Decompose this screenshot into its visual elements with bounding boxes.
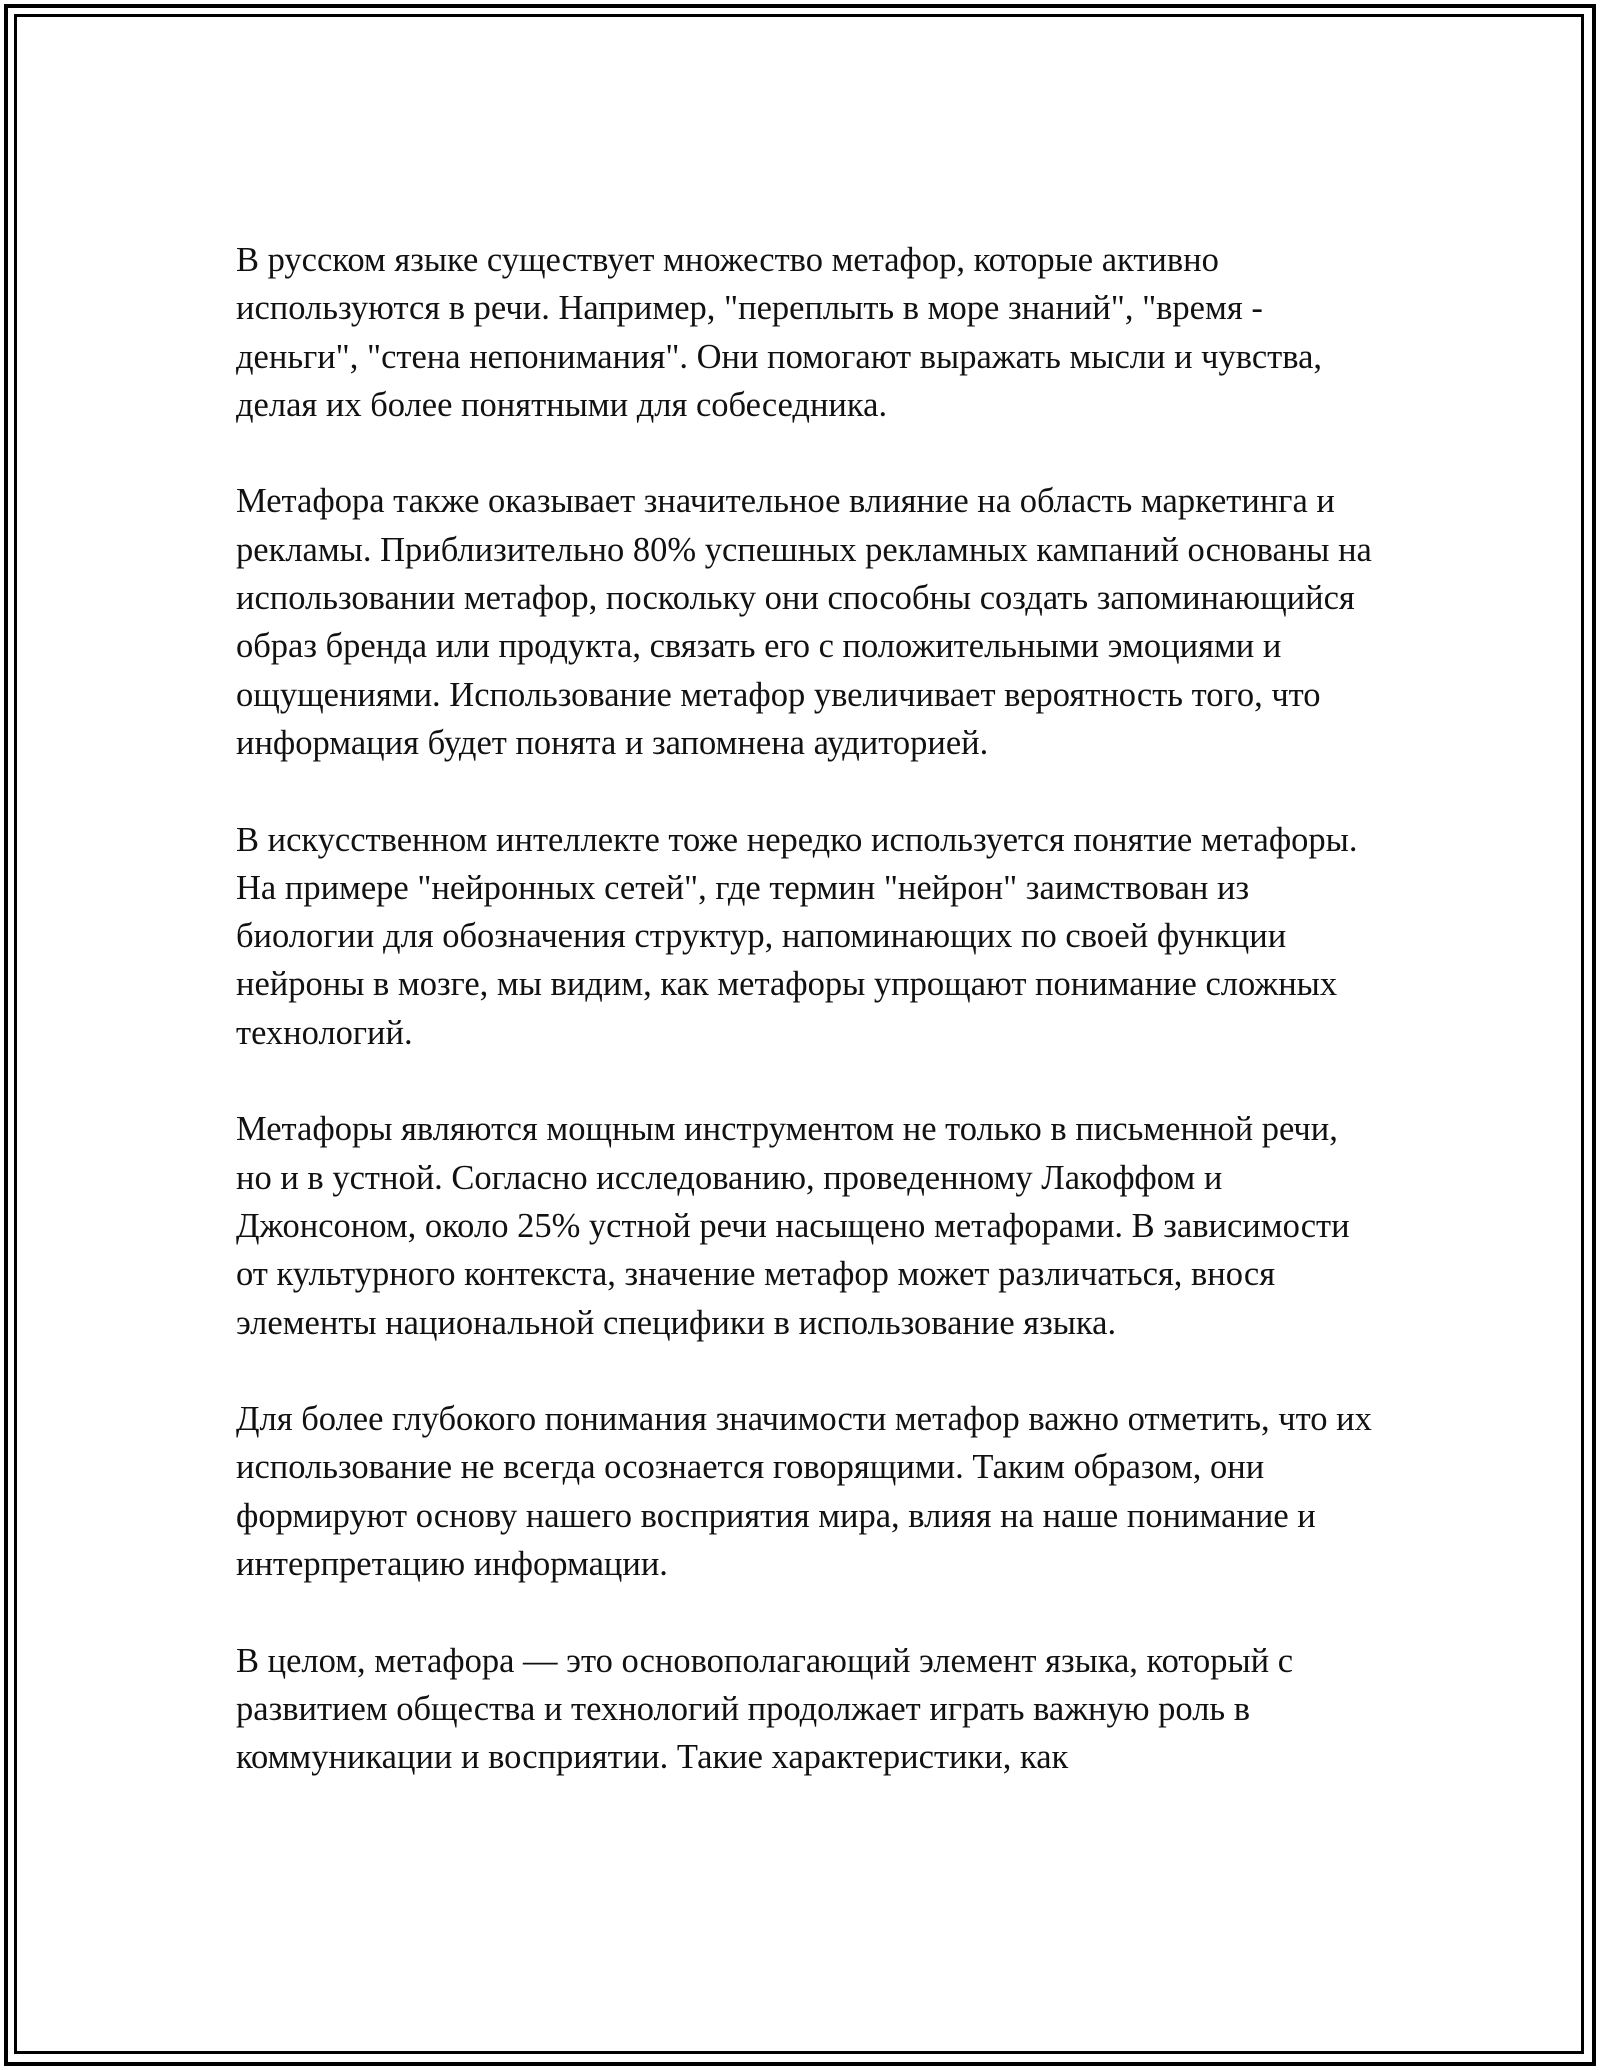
paragraph-1: В русском языке существует множество метафор, которые активно используются в речи. Например, "переплыть в море знаний", "время - деньги", "стена непонимания". Они помогают выражать мысли и чувства, делая их более понятными для собеседника. — [236, 241, 1323, 424]
paragraph-2: Метафора также оказывает значительное влияние на область маркетинга и рекламы. Приблизительно 80% успешных рекламных кампаний основаны на использовании метафор, поскольку они способны создать запоминающийся образ бренда или продукта, связать его с положительными эмоциями и ощущениями. Использование метафор увеличивает вероятность того, что информация будет понята и запомнена аудиторией. — [236, 482, 1372, 762]
paragraph-5: Для более глубокого понимания значимости метафор важно отметить, что их использование не всегда осознается говорящими. Таким образом, они формируют основу нашего восприятия мира, влияя на наше понимание и интерпретацию информации. — [236, 1400, 1372, 1584]
paragraph-6: В целом, метафора — это основополагающий элемент языка, который с развитием общества и технологий продолжает играть важную роль в коммуникации и восприятии. Такие характеристики, как — [236, 1641, 1294, 1777]
paragraph-4: Метафоры являются мощным инструментом не только в письменной речи, но и в устной. Согласно исследованию, проведенному Лакоффом и Джонсоном, около 25% устной речи насыщено метафорами. В зависимости от культурного контекста, значение метафор может различаться, внося элементы национальной специфики в использование языка. — [236, 1110, 1350, 1342]
paragraph-3: В искусственном интеллекте тоже нередко используется понятие метафоры. На примере "нейронных сетей", где термин "нейрон" заимствован из биологии для обозначения структур, напоминающих по своей функции нейроны в мозге, мы видим, как метафоры упрощают понимание сложных технологий. — [236, 820, 1358, 1052]
document-body — [236, 236, 1376, 1830]
